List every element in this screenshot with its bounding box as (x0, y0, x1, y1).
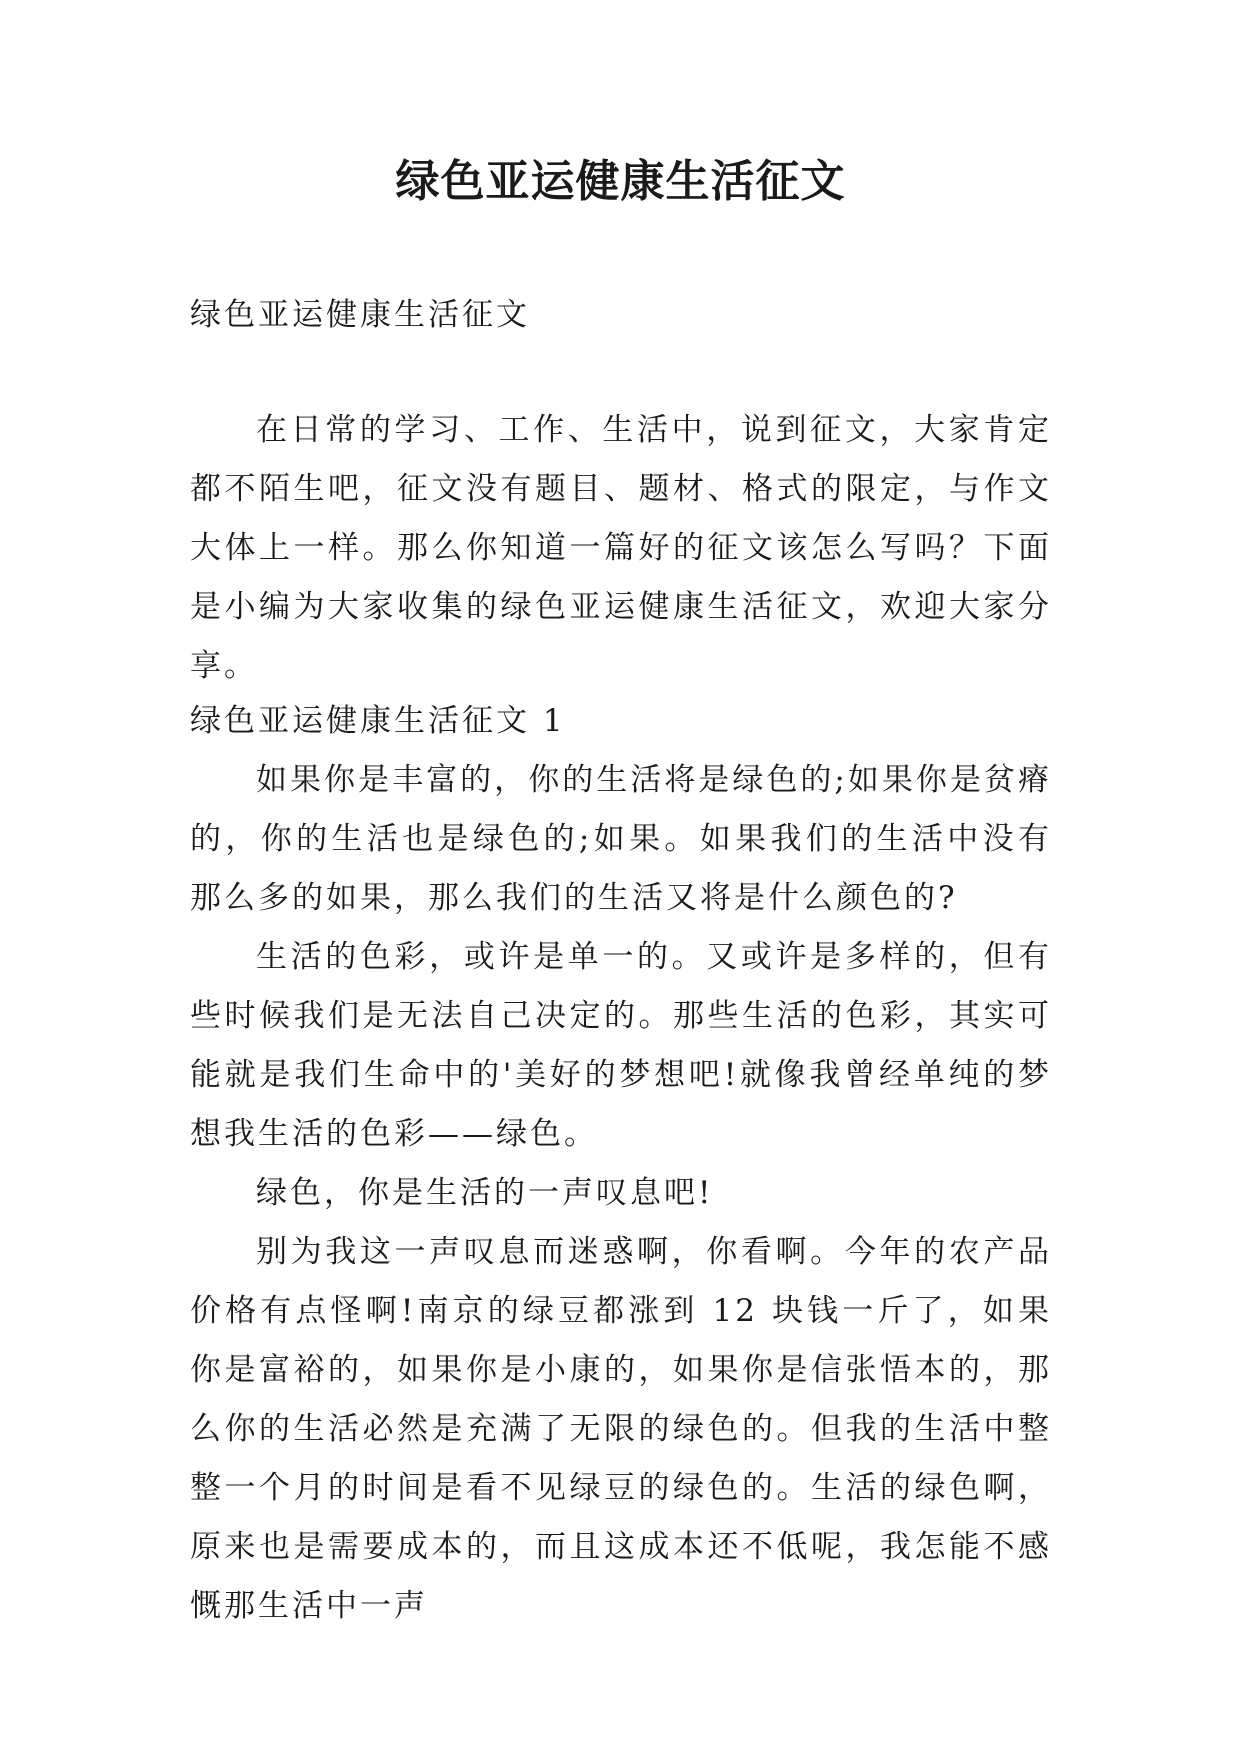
section-heading: 绿色亚运健康生活征文 1 (190, 703, 566, 739)
document-subtitle: 绿色亚运健康生活征文 (190, 297, 530, 333)
body-paragraph-2: 生活的色彩，或许是单一的。又或许是多样的，但有些时候我们是无法自己决定的。那些生活的色彩，其实可能就是我们生命中的'美好的梦想吧!就像我曾经单纯的梦想我生活的色彩——绿色。 (190, 939, 1052, 1152)
body-paragraph-4: 别为我这一声叹息而迷惑啊，你看啊。今年的农产品价格有点怪啊!南京的绿豆都涨到 12 块钱一斤了，如果你是富裕的，如果你是小康的，如果你是信张悟本的，那么你的生活必然是充满了无限的绿色的。但我的生活中整整一个月的时间是看不见绿豆的绿色的。生活的绿色啊，原来也是需要成本的，而且这成本还不低呢，我怎能不感慨那生活中一声 (190, 1234, 1052, 1624)
document-title: 绿色亚运健康生活征文 (395, 156, 846, 207)
section-body (190, 751, 1052, 1636)
intro-paragraph: 在日常的学习、工作、生活中，说到征文，大家肯定都不陌生吧，征文没有题目、题材、格式的限定，与作文大体上一样。那么你知道一篇好的征文该怎么写吗？下面是小编为大家收集的绿色亚运健康生活征文，欢迎大家分享。 (190, 412, 1052, 684)
body-paragraph-1: 如果你是丰富的，你的生活将是绿色的;如果你是贫瘠的，你的生活也是绿色的;如果。如果我们的生活中没有那么多的如果，那么我们的生活又将是什么颜色的? (190, 762, 1052, 916)
body-paragraph-3: 绿色，你是生活的一声叹息吧! (256, 1175, 714, 1211)
